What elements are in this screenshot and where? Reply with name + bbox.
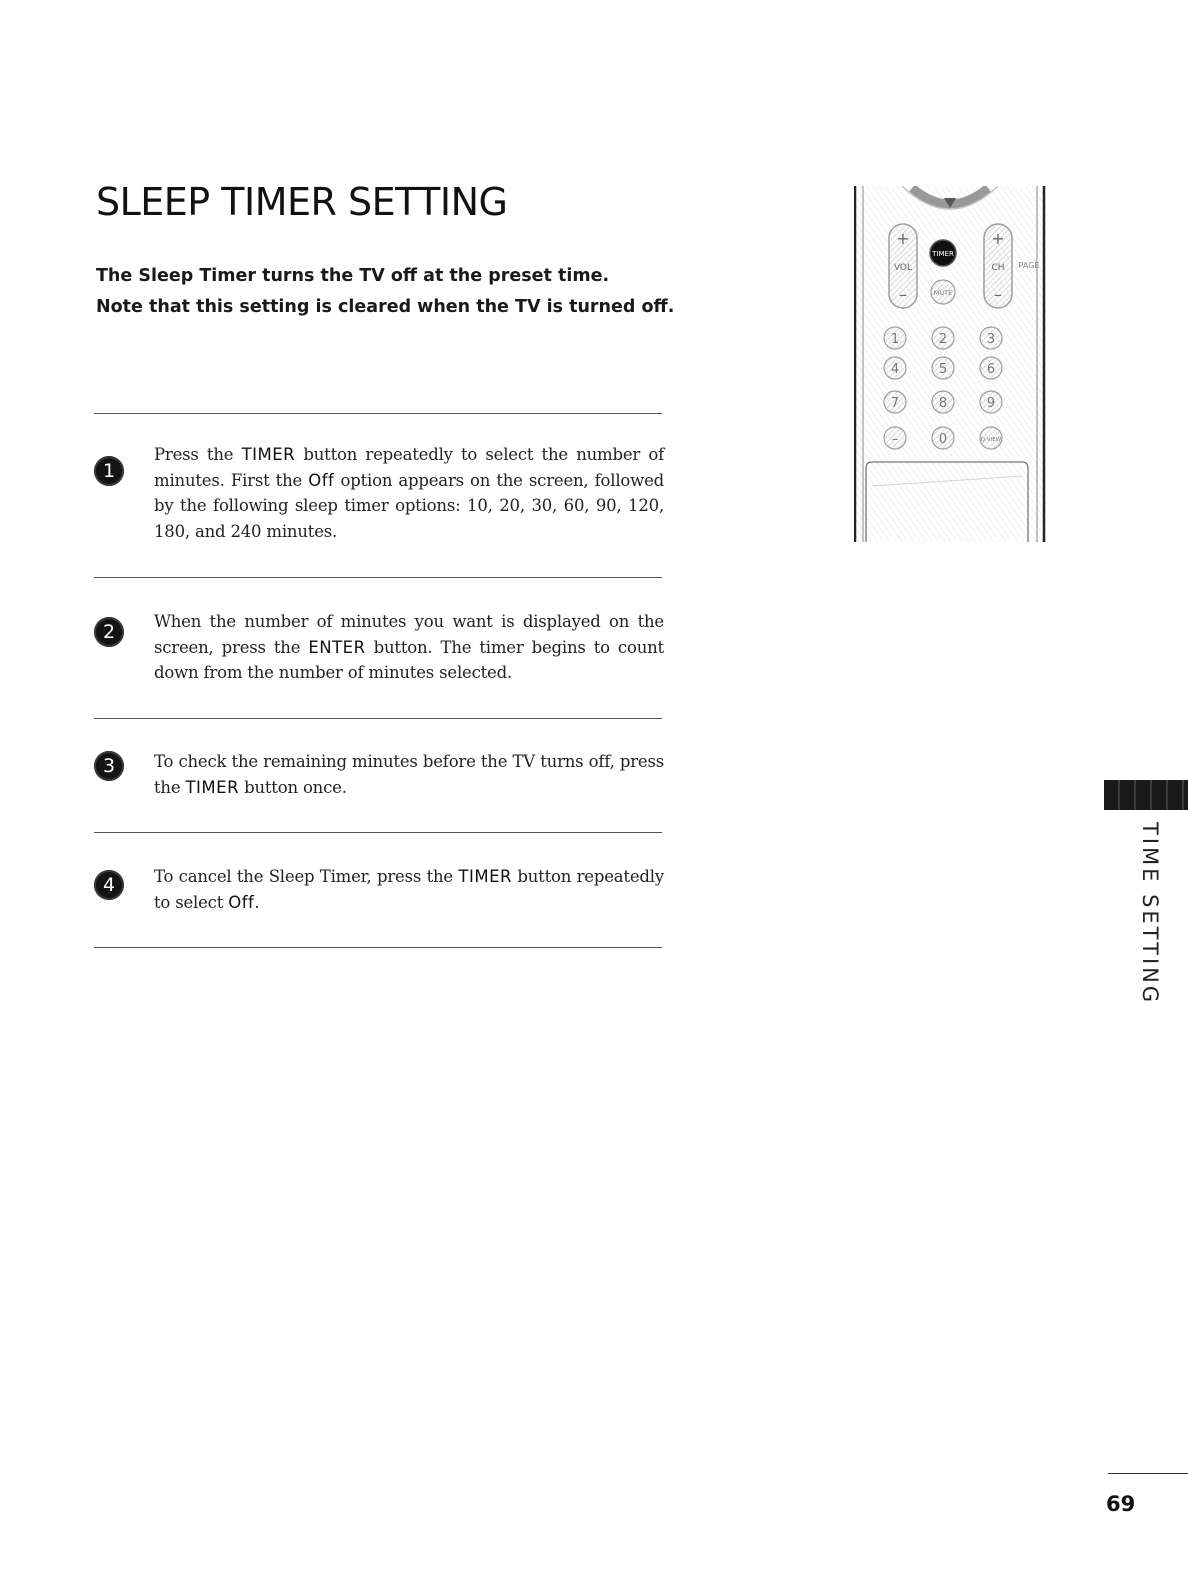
step-text: To cancel the Sleep Timer, press the TIMER button repeatedly to select Off. (154, 867, 664, 912)
intro (96, 264, 716, 326)
divider (94, 718, 662, 719)
digit-label: 1 (890, 332, 900, 347)
side-tab-marker (1104, 780, 1188, 810)
page-number: 69 (1106, 1492, 1136, 1516)
step-number-badge: 4 (94, 870, 124, 900)
vol-plus-label: + (896, 229, 910, 248)
intro-line-1: The Sleep Timer turns the TV off at the preset time. (96, 266, 610, 286)
step-1 (94, 442, 664, 552)
keyword: TIMER (185, 777, 240, 797)
remote-control-illustration (854, 186, 1046, 542)
divider (94, 832, 662, 833)
digit-label: 7 (890, 396, 900, 411)
step-number-badge: 1 (94, 456, 124, 486)
step-number-badge: 2 (94, 617, 124, 647)
divider (94, 577, 662, 578)
step-text: To check the remaining minutes before the TV turns off, press the TIMER button once. (154, 752, 664, 797)
digit-label: 5 (938, 362, 948, 377)
step-2 (94, 609, 664, 689)
intro-line-2: Note that this setting is cleared when the TV is turned off. (96, 297, 675, 317)
keyword: TIMER (241, 445, 296, 464)
digit-label: 4 (890, 362, 900, 377)
digit-label: 8 (938, 396, 948, 411)
digit-label: 3 (986, 332, 996, 347)
keyword: Off (228, 892, 255, 912)
page-label: PAGE (1018, 261, 1040, 270)
digit-label: 0 (938, 432, 948, 447)
digit-label: Q.VIEW (980, 437, 1002, 443)
timer-label: TIMER (932, 250, 954, 258)
divider (94, 413, 662, 414)
step-text: When the number of minutes you want is displayed on the screen, press the ENTER button. The timer begins to count down from the number of minutes selected. (154, 612, 664, 682)
footer-rule (1108, 1473, 1188, 1474)
step-text: Press the TIMER button repeatedly to select the number of minutes. First the Off option appears on the screen, followed by the following sleep timer options: 10, 20, 30, 60, 90, 120, 180, and 240 minutes. (154, 445, 664, 541)
vol-label: VOL (893, 263, 913, 273)
ch-plus-label: + (991, 229, 1005, 248)
ch-label: CH (991, 263, 1005, 273)
digit-label: 9 (986, 396, 996, 411)
digit-label: – (891, 432, 899, 447)
divider (94, 947, 662, 948)
mute-label: MUTE (933, 289, 953, 297)
step-4 (94, 864, 664, 919)
digit-label: 2 (938, 332, 948, 347)
keyword: TIMER (458, 867, 512, 886)
page-title: SLEEP TIMER SETTING (96, 180, 508, 224)
side-tab-label: TIME SETTING (1138, 822, 1162, 1006)
keyword: Off (308, 470, 335, 490)
step-3 (94, 749, 664, 804)
vol-minus-label: – (899, 285, 907, 304)
ch-minus-label: – (994, 285, 1002, 304)
step-number-badge: 3 (94, 751, 124, 781)
keyword: ENTER (308, 637, 366, 657)
digit-label: 6 (986, 362, 996, 377)
